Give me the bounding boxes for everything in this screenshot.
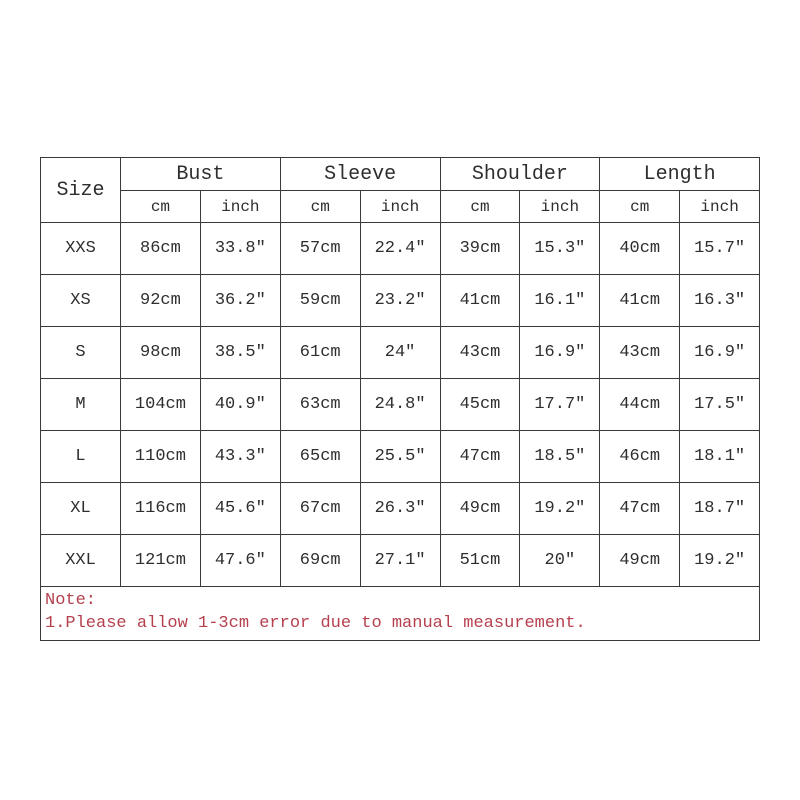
group-header-bust: Bust xyxy=(121,158,281,191)
size-cell: S xyxy=(41,327,121,379)
value-cell: 22.4″ xyxy=(360,223,440,275)
value-cell: 51cm xyxy=(440,535,520,587)
header-unit-row xyxy=(41,191,760,223)
value-cell: 19.2″ xyxy=(680,535,760,587)
value-cell: 17.5″ xyxy=(680,379,760,431)
value-cell: 16.1″ xyxy=(520,275,600,327)
value-cell: 26.3″ xyxy=(360,483,440,535)
value-cell: 98cm xyxy=(121,327,201,379)
value-cell: 61cm xyxy=(280,327,360,379)
value-cell: 110cm xyxy=(121,431,201,483)
value-cell: 15.3″ xyxy=(520,223,600,275)
table-row-xs xyxy=(41,275,760,327)
header-group-row xyxy=(41,158,760,191)
size-cell: XXL xyxy=(41,535,121,587)
value-cell: 15.7″ xyxy=(680,223,760,275)
value-cell: 63cm xyxy=(280,379,360,431)
value-cell: 17.7″ xyxy=(520,379,600,431)
value-cell: 36.2″ xyxy=(200,275,280,327)
note-row xyxy=(41,587,760,641)
table-row-xxs xyxy=(41,223,760,275)
value-cell: 86cm xyxy=(121,223,201,275)
value-cell: 47cm xyxy=(440,431,520,483)
size-cell: L xyxy=(41,431,121,483)
value-cell: 45cm xyxy=(440,379,520,431)
value-cell: 59cm xyxy=(280,275,360,327)
value-cell: 23.2″ xyxy=(360,275,440,327)
value-cell: 38.5″ xyxy=(200,327,280,379)
note-line: 1.Please allow 1-3cm error due to manual measurement. xyxy=(45,614,586,633)
value-cell: 67cm xyxy=(280,483,360,535)
value-cell: 24″ xyxy=(360,327,440,379)
group-header-shoulder: Shoulder xyxy=(440,158,600,191)
value-cell: 43cm xyxy=(440,327,520,379)
value-cell: 24.8″ xyxy=(360,379,440,431)
value-cell: 43cm xyxy=(600,327,680,379)
value-cell: 44cm xyxy=(600,379,680,431)
value-cell: 121cm xyxy=(121,535,201,587)
note-cell xyxy=(41,587,760,641)
value-cell: 65cm xyxy=(280,431,360,483)
value-cell: 27.1″ xyxy=(360,535,440,587)
size-column-header: Size xyxy=(41,158,121,223)
value-cell: 19.2″ xyxy=(520,483,600,535)
unit-header-bust-cm: cm xyxy=(121,191,201,223)
value-cell: 47.6″ xyxy=(200,535,280,587)
unit-header-sleeve-cm: cm xyxy=(280,191,360,223)
value-cell: 104cm xyxy=(121,379,201,431)
value-cell: 18.5″ xyxy=(520,431,600,483)
group-header-sleeve: Sleeve xyxy=(280,158,440,191)
table-row-xl xyxy=(41,483,760,535)
value-cell: 41cm xyxy=(440,275,520,327)
unit-header-shoulder-inch: inch xyxy=(520,191,600,223)
value-cell: 40.9″ xyxy=(200,379,280,431)
size-cell: M xyxy=(41,379,121,431)
value-cell: 49cm xyxy=(440,483,520,535)
unit-header-sleeve-inch: inch xyxy=(360,191,440,223)
value-cell: 16.9″ xyxy=(520,327,600,379)
size-cell: XL xyxy=(41,483,121,535)
value-cell: 46cm xyxy=(600,431,680,483)
value-cell: 18.7″ xyxy=(680,483,760,535)
value-cell: 20″ xyxy=(520,535,600,587)
value-cell: 40cm xyxy=(600,223,680,275)
value-cell: 41cm xyxy=(600,275,680,327)
table-row-xxl xyxy=(41,535,760,587)
size-cell: XS xyxy=(41,275,121,327)
value-cell: 18.1″ xyxy=(680,431,760,483)
value-cell: 45.6″ xyxy=(200,483,280,535)
value-cell: 69cm xyxy=(280,535,360,587)
unit-header-length-inch: inch xyxy=(680,191,760,223)
value-cell: 47cm xyxy=(600,483,680,535)
table-row-s xyxy=(41,327,760,379)
value-cell: 116cm xyxy=(121,483,201,535)
unit-header-bust-inch: inch xyxy=(200,191,280,223)
table-row-l xyxy=(41,431,760,483)
unit-header-length-cm: cm xyxy=(600,191,680,223)
size-cell: XXS xyxy=(41,223,121,275)
value-cell: 57cm xyxy=(280,223,360,275)
value-cell: 43.3″ xyxy=(200,431,280,483)
value-cell: 16.3″ xyxy=(680,275,760,327)
table-row-m xyxy=(41,379,760,431)
group-header-length: Length xyxy=(600,158,760,191)
value-cell: 33.8″ xyxy=(200,223,280,275)
value-cell: 25.5″ xyxy=(360,431,440,483)
unit-header-shoulder-cm: cm xyxy=(440,191,520,223)
value-cell: 92cm xyxy=(121,275,201,327)
value-cell: 39cm xyxy=(440,223,520,275)
size-chart-table xyxy=(40,157,760,641)
note-title: Note: xyxy=(45,591,97,610)
value-cell: 16.9″ xyxy=(680,327,760,379)
value-cell: 49cm xyxy=(600,535,680,587)
